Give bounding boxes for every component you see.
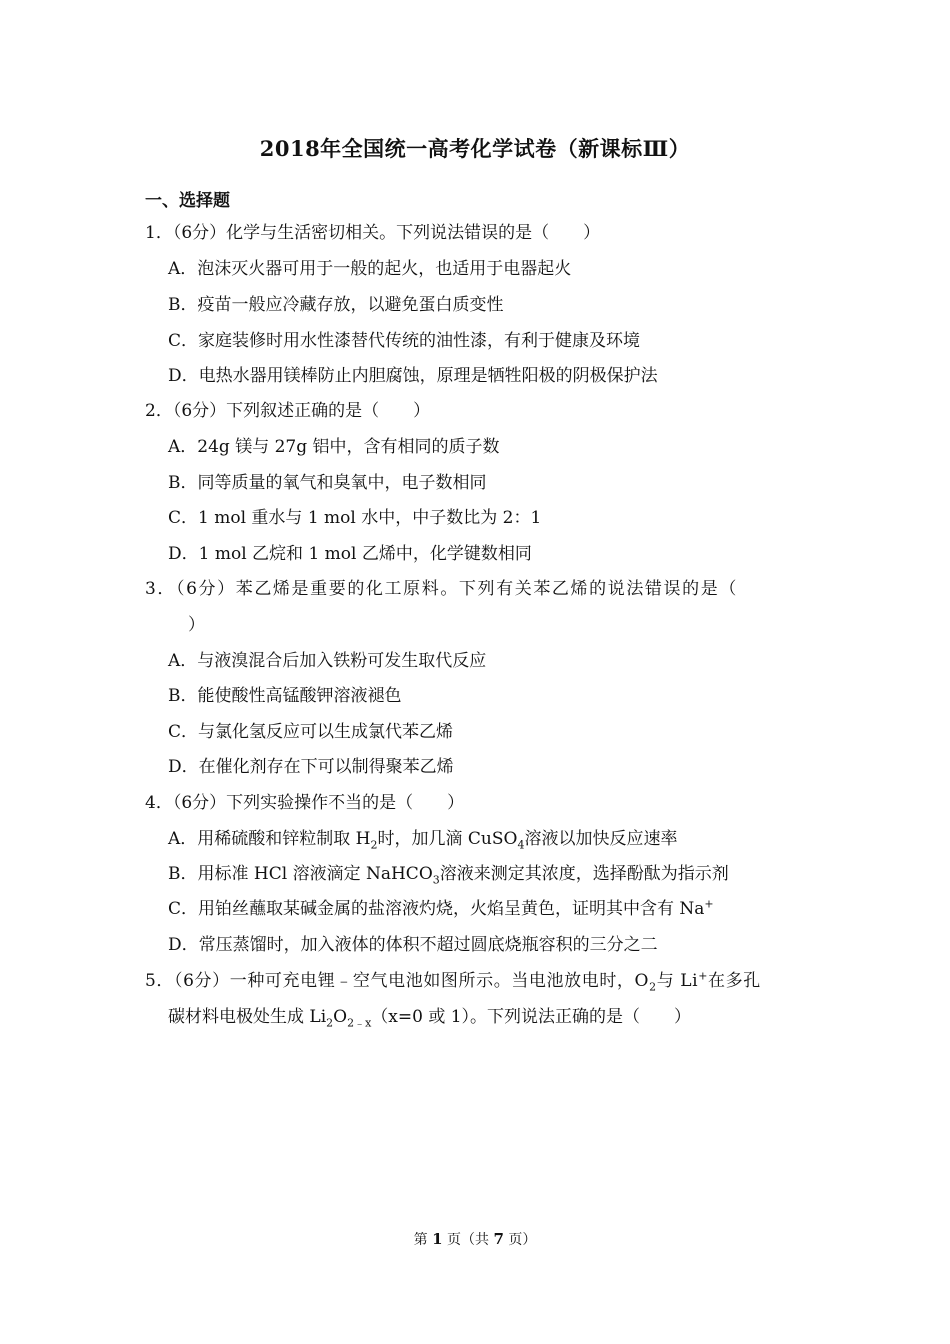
question-3-option-d: D．在催化剂存在下可以制得聚苯乙烯 <box>168 757 454 777</box>
question-1-option-a: A．泡沫灭火器可用于一般的起火，也适用于电器起火 <box>168 259 572 279</box>
question-5-stem: 5．（6分）一种可充电锂﹣空气电池如图所示。当电池放电时，$O_2$与 Li+在多孔 <box>145 969 761 994</box>
question-2-stem: 2．（6分）下列叙述正确的是（ ） <box>145 401 431 421</box>
exam-title: 2018年全国统一高考化学试卷（新课标Ⅲ） <box>259 136 691 161</box>
question-3-option-b: B．能使酸性高锰酸钾溶液褪色 <box>168 686 402 706</box>
question-4-option-c: C．用铂丝蘸取某碱金属的盐溶液灼烧，火焰呈黄色，证明其中含有 Na+ <box>168 897 714 919</box>
question-3-stem: 3．（6分）苯乙烯是重要的化工原料。下列有关苯乙烯的说法错误的是（ <box>145 579 738 599</box>
question-2-option-a: A．24g 镁与 27g 铝中，含有相同的质子数 <box>168 437 500 457</box>
question-1-option-c: C．家庭装修时用水性漆替代传统的油性漆，有利于健康及环境 <box>168 331 641 351</box>
question-1-stem: 1．（6分）化学与生活密切相关。下列说法错误的是（ ） <box>145 223 601 243</box>
section-heading: 一、选择题 <box>145 191 230 211</box>
page-number: 1 <box>432 1230 443 1248</box>
question-1-option-b: B．疫苗一般应冷藏存放，以避免蛋白质变性 <box>168 295 504 315</box>
question-4-option-b: B．用标准 HCl 溶液滴定 NaHCO$_3$溶液来测定其浓度，选择酚酞为指示剂 <box>168 864 729 887</box>
page-total: 7 <box>493 1230 504 1248</box>
question-2-option-d: D．1 mol 乙烷和 1 mol 乙烯中，化学键数相同 <box>168 544 532 564</box>
question-3-option-a: A．与液溴混合后加入铁粉可发生取代反应 <box>168 651 487 671</box>
question-4-option-a: A．用稀硫酸和锌粒制取 $H_2$时，加几滴 CuSO$_4$溶液以加快反应速率 <box>168 829 678 852</box>
question-5-stem-continued: 碳材料电极处生成 $Li_2O_{2﹣x}(x=0$ 或 1）。下列说法正确的是（ ） <box>168 1007 692 1030</box>
question-4-option-d: D．常压蒸馏时，加入液体的体积不超过圆底烧瓶容积的三分之二 <box>168 935 658 955</box>
question-1-option-d: D．电热水器用镁棒防止内胆腐蚀，原理是牺牲阳极的阴极保护法 <box>168 366 658 386</box>
question-4-stem: 4．（6分）下列实验操作不当的是（ ） <box>145 793 465 813</box>
question-3-stem-continued: ） <box>188 615 205 635</box>
question-2-option-b: B．同等质量的氧气和臭氧中，电子数相同 <box>168 473 487 493</box>
question-2-option-c: C．1 mol 重水与 1 mol 水中，中子数比为 2：1 <box>168 508 542 528</box>
page-footer: 第 1 页（共 7 页） <box>413 1230 537 1248</box>
question-3-option-c: C．与氯化氢反应可以生成氯代苯乙烯 <box>168 722 454 742</box>
